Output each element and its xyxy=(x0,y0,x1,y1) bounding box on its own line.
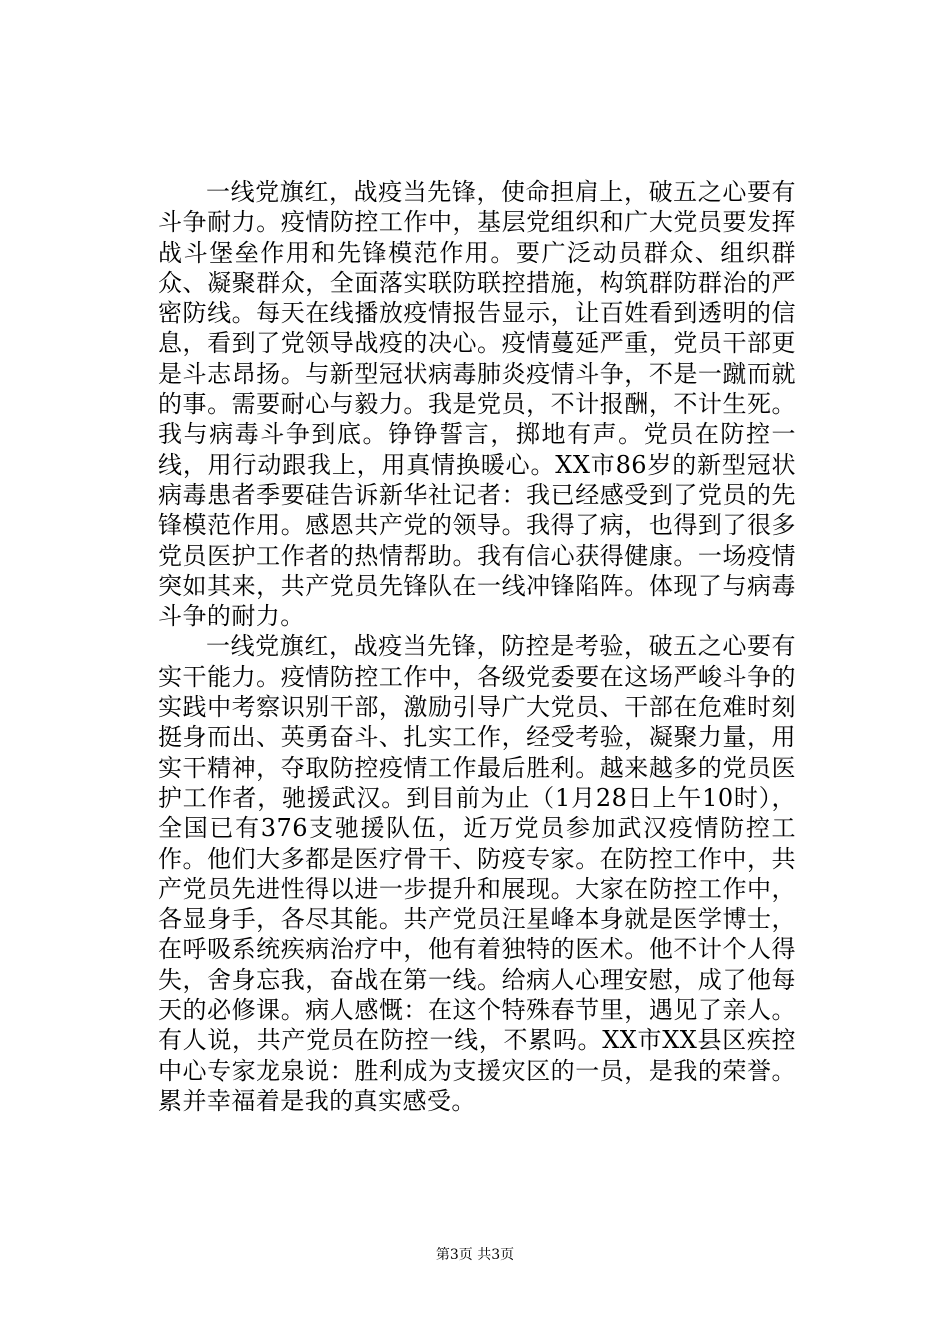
paragraph-1: 一线党旗红，战疫当先锋，使命担肩上，破五之心要有斗争耐力。疫情防控工作中，基层党组织和广大党员要发挥战斗堡垒作用和先锋模范作用。要广泛动员群众、组织群众、凝聚群众，全面落实联防联控措施，构筑群防群治的严密防线。每天在线播放疫情报告显示，让百姓看到透明的信息，看到了党领导战疫的决心。疫情蔓延严重，党员干部更是斗志昂扬。与新型冠状病毒肺炎疫情斗争，不是一蹴而就的事。需要耐心与毅力。我是党员，不计报酬，不计生死。我与病毒斗争到底。铮铮誓言，掷地有声。党员在防控一线，用行动跟我上，用真情换暖心。XX市86岁的新型冠状病毒患者季要硅告诉新华社记者：我已经感受到了党员的先锋模范作用。感恩共产党的领导。我得了病，也得到了很多党员医护工作者的热情帮助。我有信心获得健康。一场疫情突如其来，共产党员先锋队在一线冲锋陷阵。体现了与病毒斗争的耐力。 xyxy=(158,178,796,631)
paragraph-2: 一线党旗红，战疫当先锋，防控是考验，破五之心要有实干能力。疫情防控工作中，各级党委要在这场严峻斗争的实践中考察识别干部，激励引导广大党员、干部在危难时刻挺身而出、英勇奋斗、扎实工作，经受考验，凝聚力量，用实干精神，夺取防控疫情工作最后胜利。越来越多的党员医护工作者，驰援武汉。到目前为止（1月28日上午10时），全国已有376支驰援队伍，近万党员参加武汉疫情防控工作。他们大多都是医疗骨干、防疫专家。在防控工作中，共产党员先进性得以进一步提升和展现。大家在防控工作中，各显身手，各尽其能。共产党员汪星峰本身就是医学博士，在呼吸系统疾病治疗中，他有着独特的医术。他不计个人得失，舍身忘我，奋战在第一线。给病人心理安慰，成了他每天的必修课。病人感慨：在这个特殊春节里，遇见了亲人。有人说，共产党员在防控一线，不累吗。XX市XX县区疾控中心专家龙泉说：胜利成为支援灾区的一员，是我的荣誉。累并幸福着是我的真实感受。 xyxy=(158,632,796,1115)
page-footer: 第3页 共3页 xyxy=(435,1247,515,1263)
body-text xyxy=(158,177,796,1116)
